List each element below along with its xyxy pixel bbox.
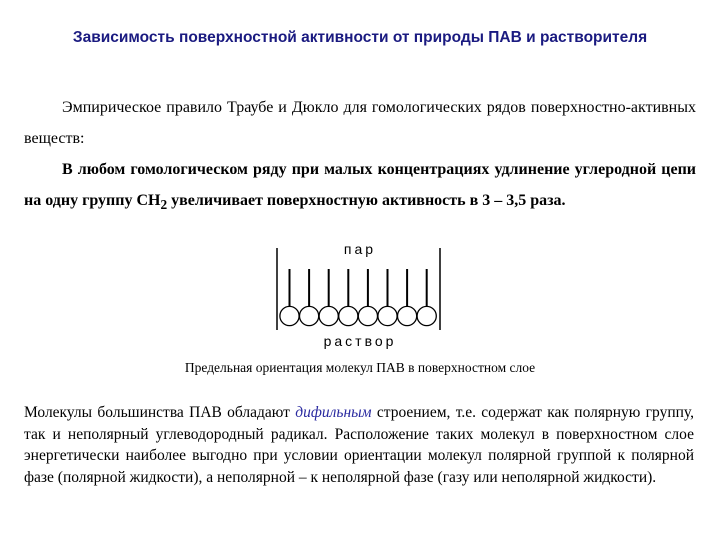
vapor-label: пар [343, 241, 377, 257]
polar-head [339, 306, 358, 325]
rule-statement-subscript: 2 [160, 197, 168, 213]
polar-head [280, 306, 299, 325]
rule-intro: Эмпирическое правило Траубе и Дюкло для гомологических рядов поверхностно-активных веществ: [24, 99, 696, 147]
solution-label: раствор [323, 333, 397, 349]
rule-statement-part1: В любом гомологическом ряду при малых концентрациях удлинение углеродной цепи на одну группу CH [24, 161, 696, 209]
polar-head [300, 306, 319, 325]
amphiphilic-paragraph [24, 402, 694, 488]
rule-statement-part2: увеличивает поверхностную активность в 3 – 3,5 раза. [167, 192, 566, 209]
amphiphilic-text-part2: строением, т.е. содержат как полярную группу, так и неполярный углеводородный радикал. Расположение таких молекул в поверхностном слое энергетически наиболее выгодно при условии ориентации молекул полярной группой к полярной фазе (полярной жидкости), а неполярной – к неполярной фазе (газу или неполярной жидкости). [24, 404, 694, 486]
traube-rule-block [24, 92, 696, 220]
amphiphilic-term: дифильным [295, 404, 372, 421]
polar-head [398, 306, 417, 325]
diagram-caption: Предельная ориентация молекул ПАВ в поверхностном слое [184, 360, 536, 375]
amphiphilic-text-part1: Молекулы большинства ПАВ обладают [24, 404, 296, 421]
rule-statement [24, 154, 696, 220]
polar-head [417, 306, 436, 325]
amphiphilic-text [24, 402, 694, 488]
surfactant-molecules [280, 269, 436, 326]
surfactant-orientation-diagram [274, 236, 446, 356]
polar-head [358, 306, 377, 325]
slide-title: Зависимость поверхностной активности от природы ПАВ и растворителя [72, 29, 648, 46]
polar-head [378, 306, 397, 325]
polar-head [319, 306, 338, 325]
